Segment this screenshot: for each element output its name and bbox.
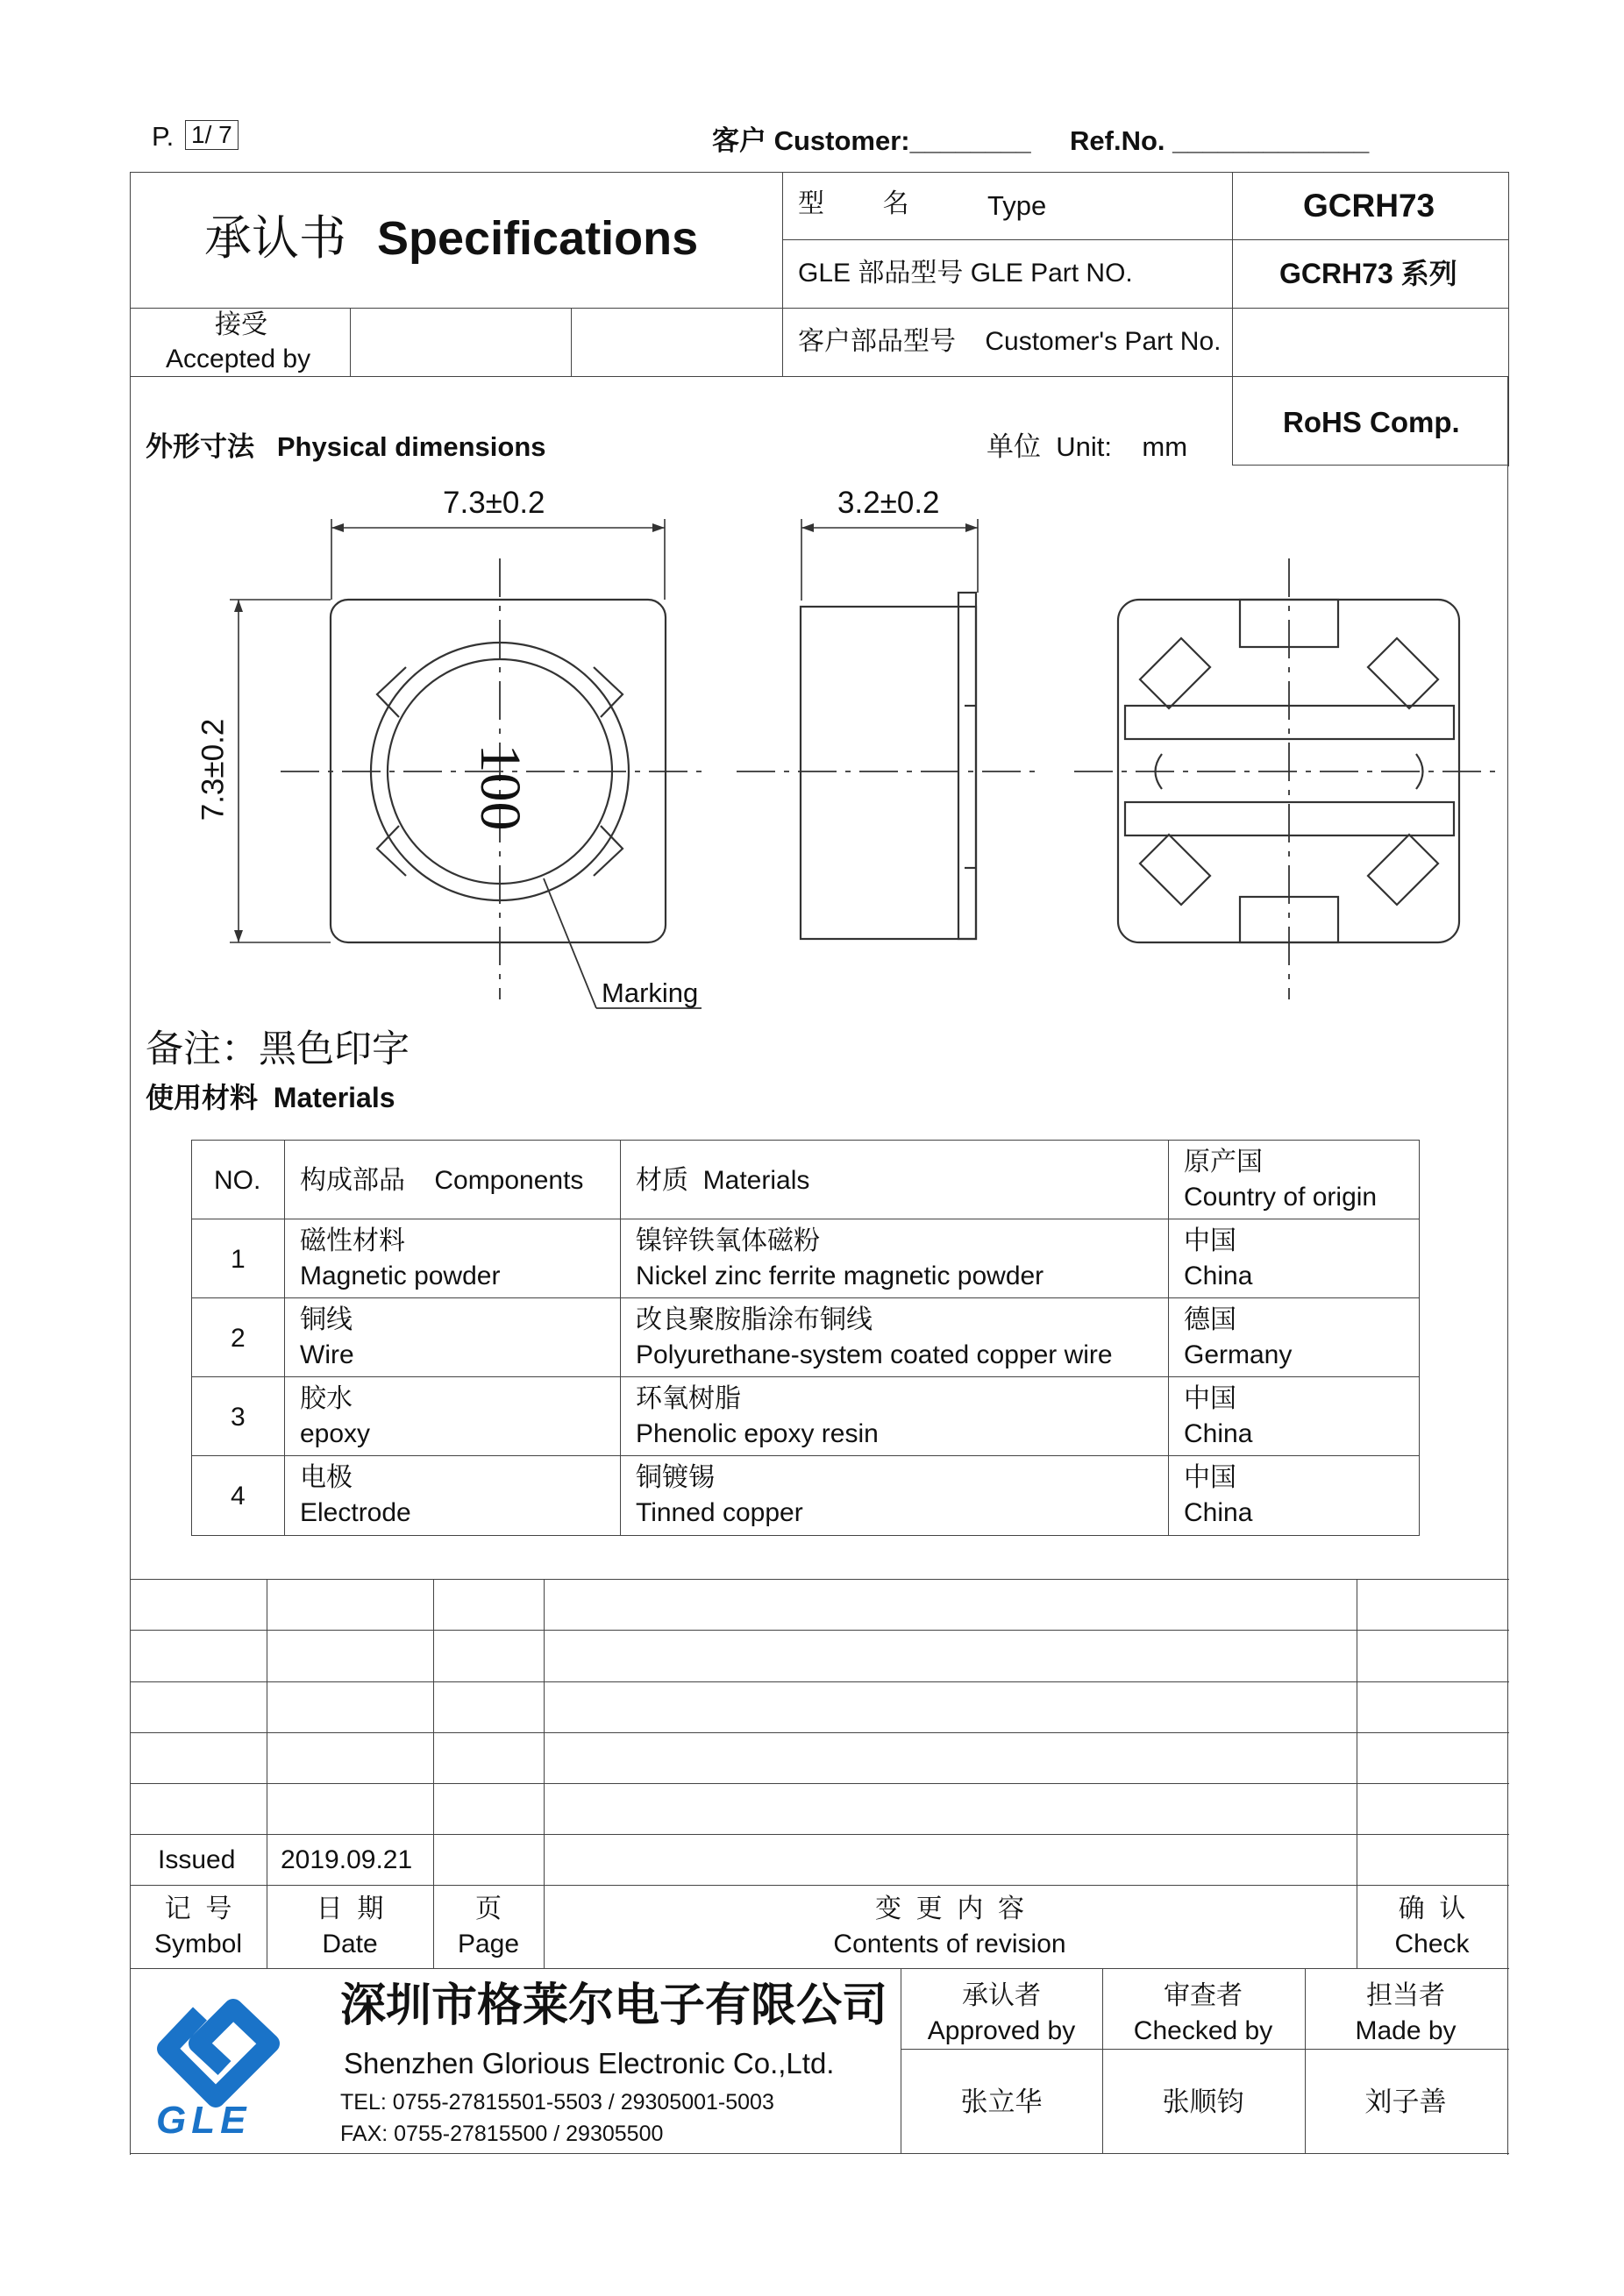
part-label: GLE 部品型号 GLE Part NO. (798, 259, 1133, 288)
rev-header-contents-en: Contents of revision (833, 1930, 1066, 1958)
mat-row1-origin-en: China (1184, 1262, 1253, 1290)
sign-col-3 (1305, 1968, 1306, 2154)
made-cn: 担当者 (1366, 1981, 1445, 2010)
rev-row-6 (130, 1885, 1509, 1886)
type-row-divider (782, 239, 1509, 240)
made-name: 刘子善 (1364, 2086, 1447, 2117)
mat-row3-comp-cn: 胶水 (300, 1384, 353, 1413)
title-bottom-divider (130, 376, 1509, 377)
mat-row4-mat-cn: 铜镀锡 (636, 1463, 715, 1492)
accepted-col-1 (350, 308, 351, 377)
part-value: GCRH73 系列 (1279, 258, 1457, 289)
mat-row3-no: 3 (231, 1403, 246, 1432)
mat-row3-origin-en: China (1184, 1419, 1253, 1448)
mat-row1-mat-cn: 镍锌铁氧体磁粉 (636, 1226, 820, 1255)
sign-col-2 (1102, 1968, 1103, 2154)
mat-row1-mat-en: Nickel zinc ferrite magnetic powder (636, 1262, 1044, 1290)
rohs-bottom (1232, 465, 1509, 466)
mat-row2-origin-en: Germany (1184, 1340, 1293, 1369)
mat-row-4 (191, 1455, 1420, 1456)
mat-header-no: NO. (214, 1166, 261, 1195)
accepted-en: Accepted by (166, 345, 311, 373)
rev-header-date-en: Date (322, 1930, 378, 1958)
height-dimension: 7.3±0.2 (196, 718, 231, 821)
title-row-divider (130, 308, 783, 309)
rev-header-date-cn: 日 期 (316, 1894, 384, 1923)
type-label-cn: 型 名 (798, 189, 909, 218)
rohs-badge: RoHS Comp. (1283, 406, 1460, 438)
type-label-en: Type (987, 190, 1047, 221)
remark-note: 备注：黑色印字 (146, 1028, 410, 1070)
mat-header-origin-en: Country of origin (1184, 1183, 1378, 1212)
company-name-en: Shenzhen Glorious Electronic Co.,Ltd. (344, 2047, 835, 2079)
mat-row2-no: 2 (231, 1324, 246, 1353)
rev-header-symbol-en: Symbol (153, 1930, 243, 1958)
mat-row2-comp-en: Wire (300, 1340, 354, 1369)
mat-row4-origin-en: China (1184, 1498, 1253, 1527)
checked-name: 张顺钧 (1162, 2086, 1244, 2117)
mat-row4-comp-en: Electrode (300, 1498, 411, 1527)
mat-row2-mat-en: Polyurethane-system coated copper wire (636, 1340, 1113, 1369)
page-right-border (1507, 376, 1508, 2155)
company-name-cn: 深圳市格莱尔电子有限公司 (340, 1980, 888, 2031)
mat-header-origin-cn: 原产国 (1184, 1148, 1263, 1176)
mat-col-2 (620, 1140, 621, 1536)
page-number: 1/ 7 (185, 120, 239, 150)
company-fax: FAX: 0755-27815500 / 29305500 (340, 2122, 664, 2146)
mat-row-2 (191, 1297, 1420, 1298)
refno-label: Ref.No. _____________ (1070, 125, 1370, 156)
customer-part-label: 客户部品型号 Customer's Part No. (798, 327, 1222, 356)
marking-code: 100 (468, 743, 532, 831)
title-en: Specifications (377, 212, 699, 265)
rev-header-symbol-cn: 记 号 (164, 1894, 232, 1923)
mat-col-3 (1168, 1140, 1169, 1536)
made-en: Made by (1355, 2016, 1457, 2045)
company-logo (147, 1977, 305, 2143)
mat-row3-comp-en: epoxy (300, 1419, 371, 1448)
mat-row1-comp-en: Magnetic powder (300, 1262, 501, 1290)
footer-bottom (130, 2153, 1509, 2154)
accepted-col-2 (571, 308, 572, 377)
company-tel: TEL: 0755-27815501-5503 / 29305001-5003 (340, 2090, 774, 2115)
mat-row4-mat-en: Tinned copper (636, 1498, 803, 1527)
mat-row-3 (191, 1376, 1420, 1377)
part-row-divider (782, 308, 1509, 309)
title-cn: 承认书 (204, 210, 346, 266)
mat-row3-origin-cn: 中国 (1184, 1384, 1236, 1413)
mat-row1-origin-cn: 中国 (1184, 1226, 1236, 1255)
mat-row3-mat-cn: 环氧树脂 (636, 1384, 741, 1413)
rev-header-check-en: Check (1394, 1930, 1470, 1958)
thickness-dimension: 3.2±0.2 (837, 486, 940, 520)
rev-col-3 (544, 1579, 545, 1968)
dimension-drawing (130, 473, 1507, 1034)
rev-col-2 (433, 1579, 434, 1968)
customer-label: 客户 Customer:________ (712, 125, 1031, 156)
rev-header-page-en: Page (457, 1930, 520, 1958)
mat-row1-no: 1 (231, 1245, 246, 1274)
mat-row2-comp-cn: 铜线 (300, 1305, 353, 1334)
marking-callout: Marking (602, 977, 699, 1008)
sign-row-divider (901, 2049, 1509, 2050)
rev-header-page-cn: 页 (475, 1894, 502, 1923)
mat-row1-comp-cn: 磁性材料 (300, 1226, 405, 1255)
rev-row-4 (130, 1783, 1509, 1784)
rev-row-1 (130, 1630, 1509, 1631)
mat-header-components: 构成部品 Components (300, 1166, 584, 1195)
width-dimension: 7.3±0.2 (443, 486, 545, 520)
mat-row4-comp-cn: 电极 (300, 1463, 353, 1492)
approved-cn: 承认者 (962, 1981, 1041, 2010)
unit-label: 单位 Unit: mm (987, 431, 1188, 462)
materials-heading: 使用材料 Materials (146, 1082, 395, 1113)
rev-row-3 (130, 1732, 1509, 1733)
checked-en: Checked by (1133, 2016, 1273, 2045)
mat-header-materials: 材质 Materials (636, 1166, 810, 1195)
mat-row2-mat-cn: 改良聚胺脂涂布铜线 (636, 1305, 873, 1334)
rev-row-7 (130, 1968, 1509, 1969)
page-prefix: P. (152, 121, 175, 152)
rev-row-5 (130, 1834, 1509, 1835)
approved-en: Approved by (927, 2016, 1076, 2045)
rev-header-check-cn: 确 认 (1398, 1894, 1466, 1923)
rev-row-2 (130, 1681, 1509, 1682)
issued-date: 2019.09.21 (281, 1845, 413, 1874)
title-col-divider (782, 172, 783, 377)
rev-header-contents-cn: 变 更 内 容 (874, 1894, 1025, 1923)
value-col-divider (1232, 172, 1233, 466)
accepted-cn: 接受 (215, 310, 267, 339)
mat-row3-mat-en: Phenolic epoxy resin (636, 1419, 879, 1448)
type-value: GCRH73 (1303, 188, 1435, 224)
mat-row4-origin-cn: 中国 (1184, 1463, 1236, 1492)
dimensions-heading: 外形寸法 Physical dimensions (146, 431, 546, 462)
mat-row2-origin-cn: 德国 (1184, 1305, 1236, 1334)
logo-text: GLE (156, 2099, 252, 2142)
approved-name: 张立华 (960, 2086, 1043, 2117)
issued-symbol: Issued (158, 1845, 236, 1874)
mat-col-1 (284, 1140, 285, 1536)
rev-row-0 (130, 1579, 1509, 1580)
mat-row4-no: 4 (231, 1482, 246, 1511)
side-view-body (801, 607, 976, 939)
checked-cn: 审查者 (1164, 1981, 1243, 2010)
